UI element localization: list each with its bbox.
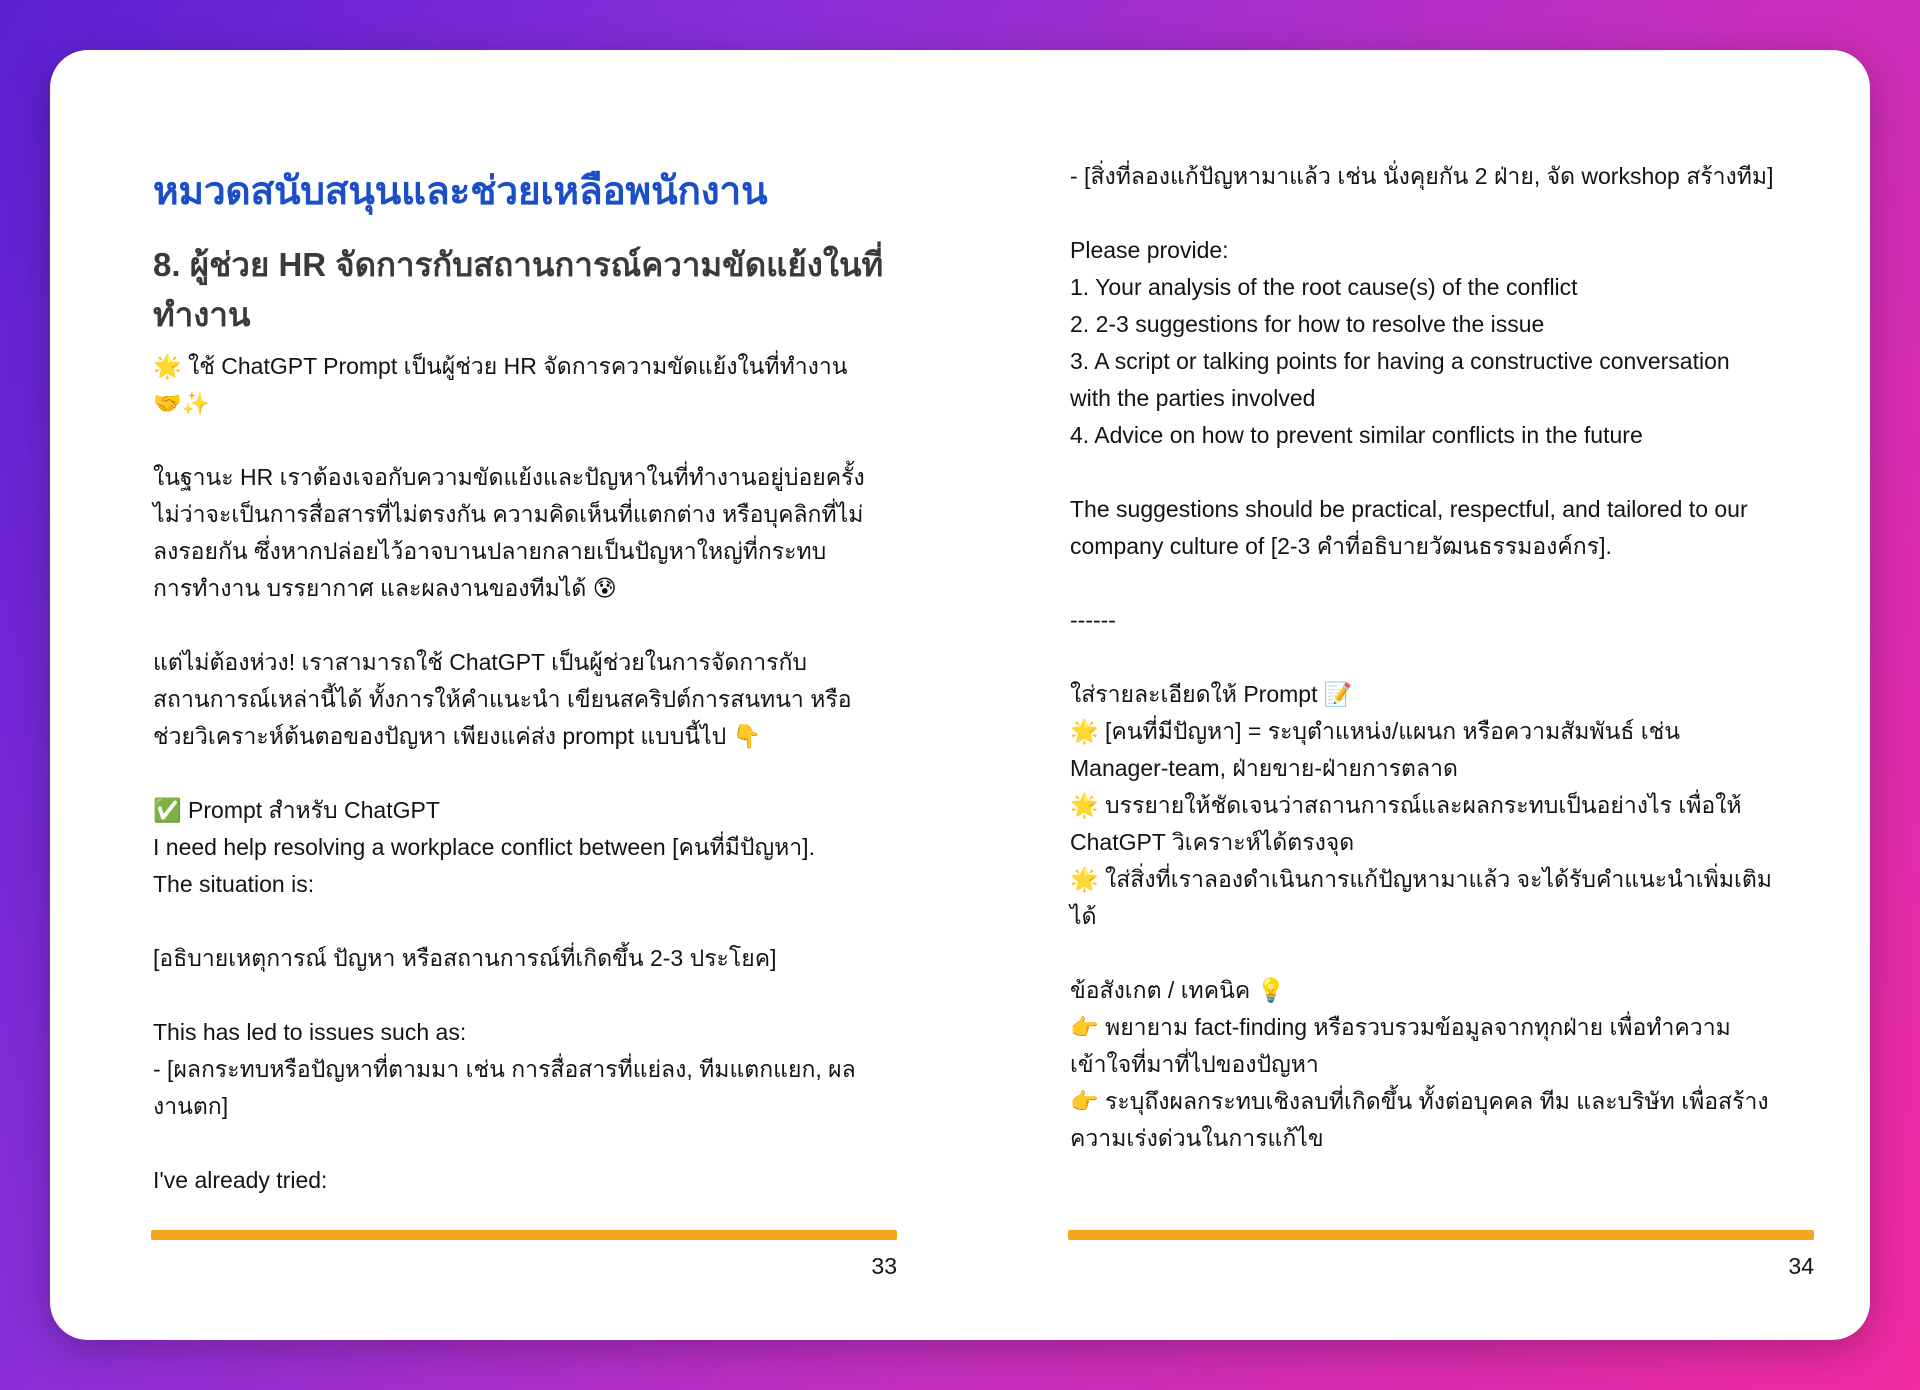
text-line: ช่วยวิเคราะห์ต้นตอของปัญหา เพียงแค่ส่ง prompt แบบนี้ไป 👇	[153, 723, 762, 749]
text-line: The suggestions should be practical, respectful, and tailored to our	[1070, 496, 1748, 522]
text-line: 🤝✨	[153, 390, 211, 416]
text-line: - [สิ่งที่ลองแก้ปัญหามาแล้ว เช่น นั่งคุยกัน 2 ฝ่าย, จัด workshop สร้างทีม]	[1070, 163, 1774, 189]
left-page	[153, 50, 913, 1340]
text-line: 🌟 [คนที่มีปัญหา] = ระบุตำแหน่ง/แผนก หรือความสัมพันธ์ เช่น	[1070, 718, 1680, 744]
text-line: ลงรอยกัน ซึ่งหากปล่อยไว้อาจบานปลายกลายเป็นปัญหาใหญ่ที่กระทบ	[153, 538, 827, 564]
text-line: I've already tried:	[153, 1167, 328, 1193]
text-line: I need help resolving a workplace conflict between [คนที่มีปัญหา].	[153, 834, 815, 860]
text-line	[153, 903, 913, 940]
text-line	[1070, 639, 1840, 676]
footer-rule	[1068, 1230, 1814, 1240]
text-line: 4. Advice on how to prevent similar conflicts in the future	[1070, 422, 1643, 448]
text-line: ใส่รายละเอียดให้ Prompt 📝	[1070, 681, 1353, 707]
text-line	[1070, 935, 1840, 972]
text-line	[1070, 195, 1840, 232]
text-line	[153, 422, 913, 459]
text-line: 🌟 บรรยายให้ชัดเจนว่าสถานการณ์และผลกระทบเป็นอย่างไร เพื่อให้	[1070, 792, 1742, 818]
text-line: ChatGPT วิเคราะห์ได้ตรงจุด	[1070, 829, 1355, 855]
text-line: Please provide:	[1070, 237, 1229, 263]
text-line: เข้าใจที่มาที่ไปของปัญหา	[1070, 1051, 1319, 1077]
text-line: 🌟 ใส่สิ่งที่เราลองดำเนินการแก้ปัญหามาแล้ว จะได้รับคำแนะนำเพิ่มเติม	[1070, 866, 1772, 892]
text-line: ✅ Prompt สำหรับ ChatGPT	[153, 797, 440, 823]
text-line: Manager-team, ฝ่ายขาย-ฝ่ายการตลาด	[1070, 755, 1458, 781]
book-spread	[50, 50, 1870, 1340]
text-line	[1070, 454, 1840, 491]
text-line: ------	[1070, 607, 1116, 633]
page-number: 34	[1788, 1253, 1814, 1279]
text-line: ข้อสังเกต / เทคนิค 💡	[1070, 977, 1286, 1003]
item-title: 8. ผู้ช่วย HR จัดการกับสถานการณ์ความขัดแย้งในที่ทำงาน	[153, 246, 884, 333]
text-line: company culture of [2-3 คำที่อธิบายวัฒนธรรมองค์กร].	[1070, 533, 1612, 559]
page-number: 33	[871, 1253, 897, 1279]
left-body-text	[153, 348, 913, 1199]
text-line: 2. 2-3 suggestions for how to resolve the issue	[1070, 311, 1545, 337]
text-line	[153, 977, 913, 1014]
text-line: 1. Your analysis of the root cause(s) of the conflict	[1070, 274, 1578, 300]
text-line: ไม่ว่าจะเป็นการสื่อสารที่ไม่ตรงกัน ความคิดเห็นที่แตกต่าง หรือบุคลิกที่ไม่	[153, 501, 864, 527]
text-line: 3. A script or talking points for having a constructive conversation	[1070, 348, 1730, 374]
text-line: - [ผลกระทบหรือปัญหาที่ตามมา เช่น การสื่อสารที่แย่ลง, ทีมแตกแยก, ผล	[153, 1056, 856, 1082]
right-body-text	[1070, 158, 1840, 1157]
text-line: แต่ไม่ต้องห่วง! เราสามารถใช้ ChatGPT เป็นผู้ช่วยในการจัดการกับ	[153, 649, 808, 675]
right-page	[1070, 50, 1838, 1340]
text-line: ในฐานะ HR เราต้องเจอกับความขัดแย้งและปัญหาในที่ทำงานอยู่บ่อยครั้ง	[153, 464, 865, 490]
text-line	[153, 755, 913, 792]
section-title: หมวดสนับสนุนและช่วยเหลือพนักงาน	[153, 170, 768, 213]
text-line: 👉 ระบุถึงผลกระทบเชิงลบที่เกิดขึ้น ทั้งต่อบุคคล ทีม และบริษัท เพื่อสร้าง	[1070, 1088, 1769, 1114]
text-line: [อธิบายเหตุการณ์ ปัญหา หรือสถานการณ์ที่เกิดขึ้น 2-3 ประโยค]	[153, 945, 777, 971]
text-line: The situation is:	[153, 871, 315, 897]
text-line	[153, 1125, 913, 1162]
text-line: ได้	[1070, 903, 1097, 929]
text-line	[153, 607, 913, 644]
text-line: 👉 พยายาม fact-finding หรือรวบรวมข้อมูลจากทุกฝ่าย เพื่อทำความ	[1070, 1014, 1731, 1040]
text-line: สถานการณ์เหล่านี้ได้ ทั้งการให้คำแนะนำ เขียนสคริปต์การสนทนา หรือ	[153, 686, 852, 712]
footer-rule	[151, 1230, 897, 1240]
text-line: การทำงาน บรรยากาศ และผลงานของทีมได้ 😰	[153, 575, 617, 601]
text-line: ความเร่งด่วนในการแก้ไข	[1070, 1125, 1324, 1151]
text-line	[1070, 565, 1840, 602]
text-line: 🌟 ใช้ ChatGPT Prompt เป็นผู้ช่วย HR จัดการความขัดแย้งในที่ทำงาน	[153, 353, 848, 379]
text-line: with the parties involved	[1070, 385, 1316, 411]
text-line: งานตก]	[153, 1093, 229, 1119]
text-line: This has led to issues such as:	[153, 1019, 467, 1045]
